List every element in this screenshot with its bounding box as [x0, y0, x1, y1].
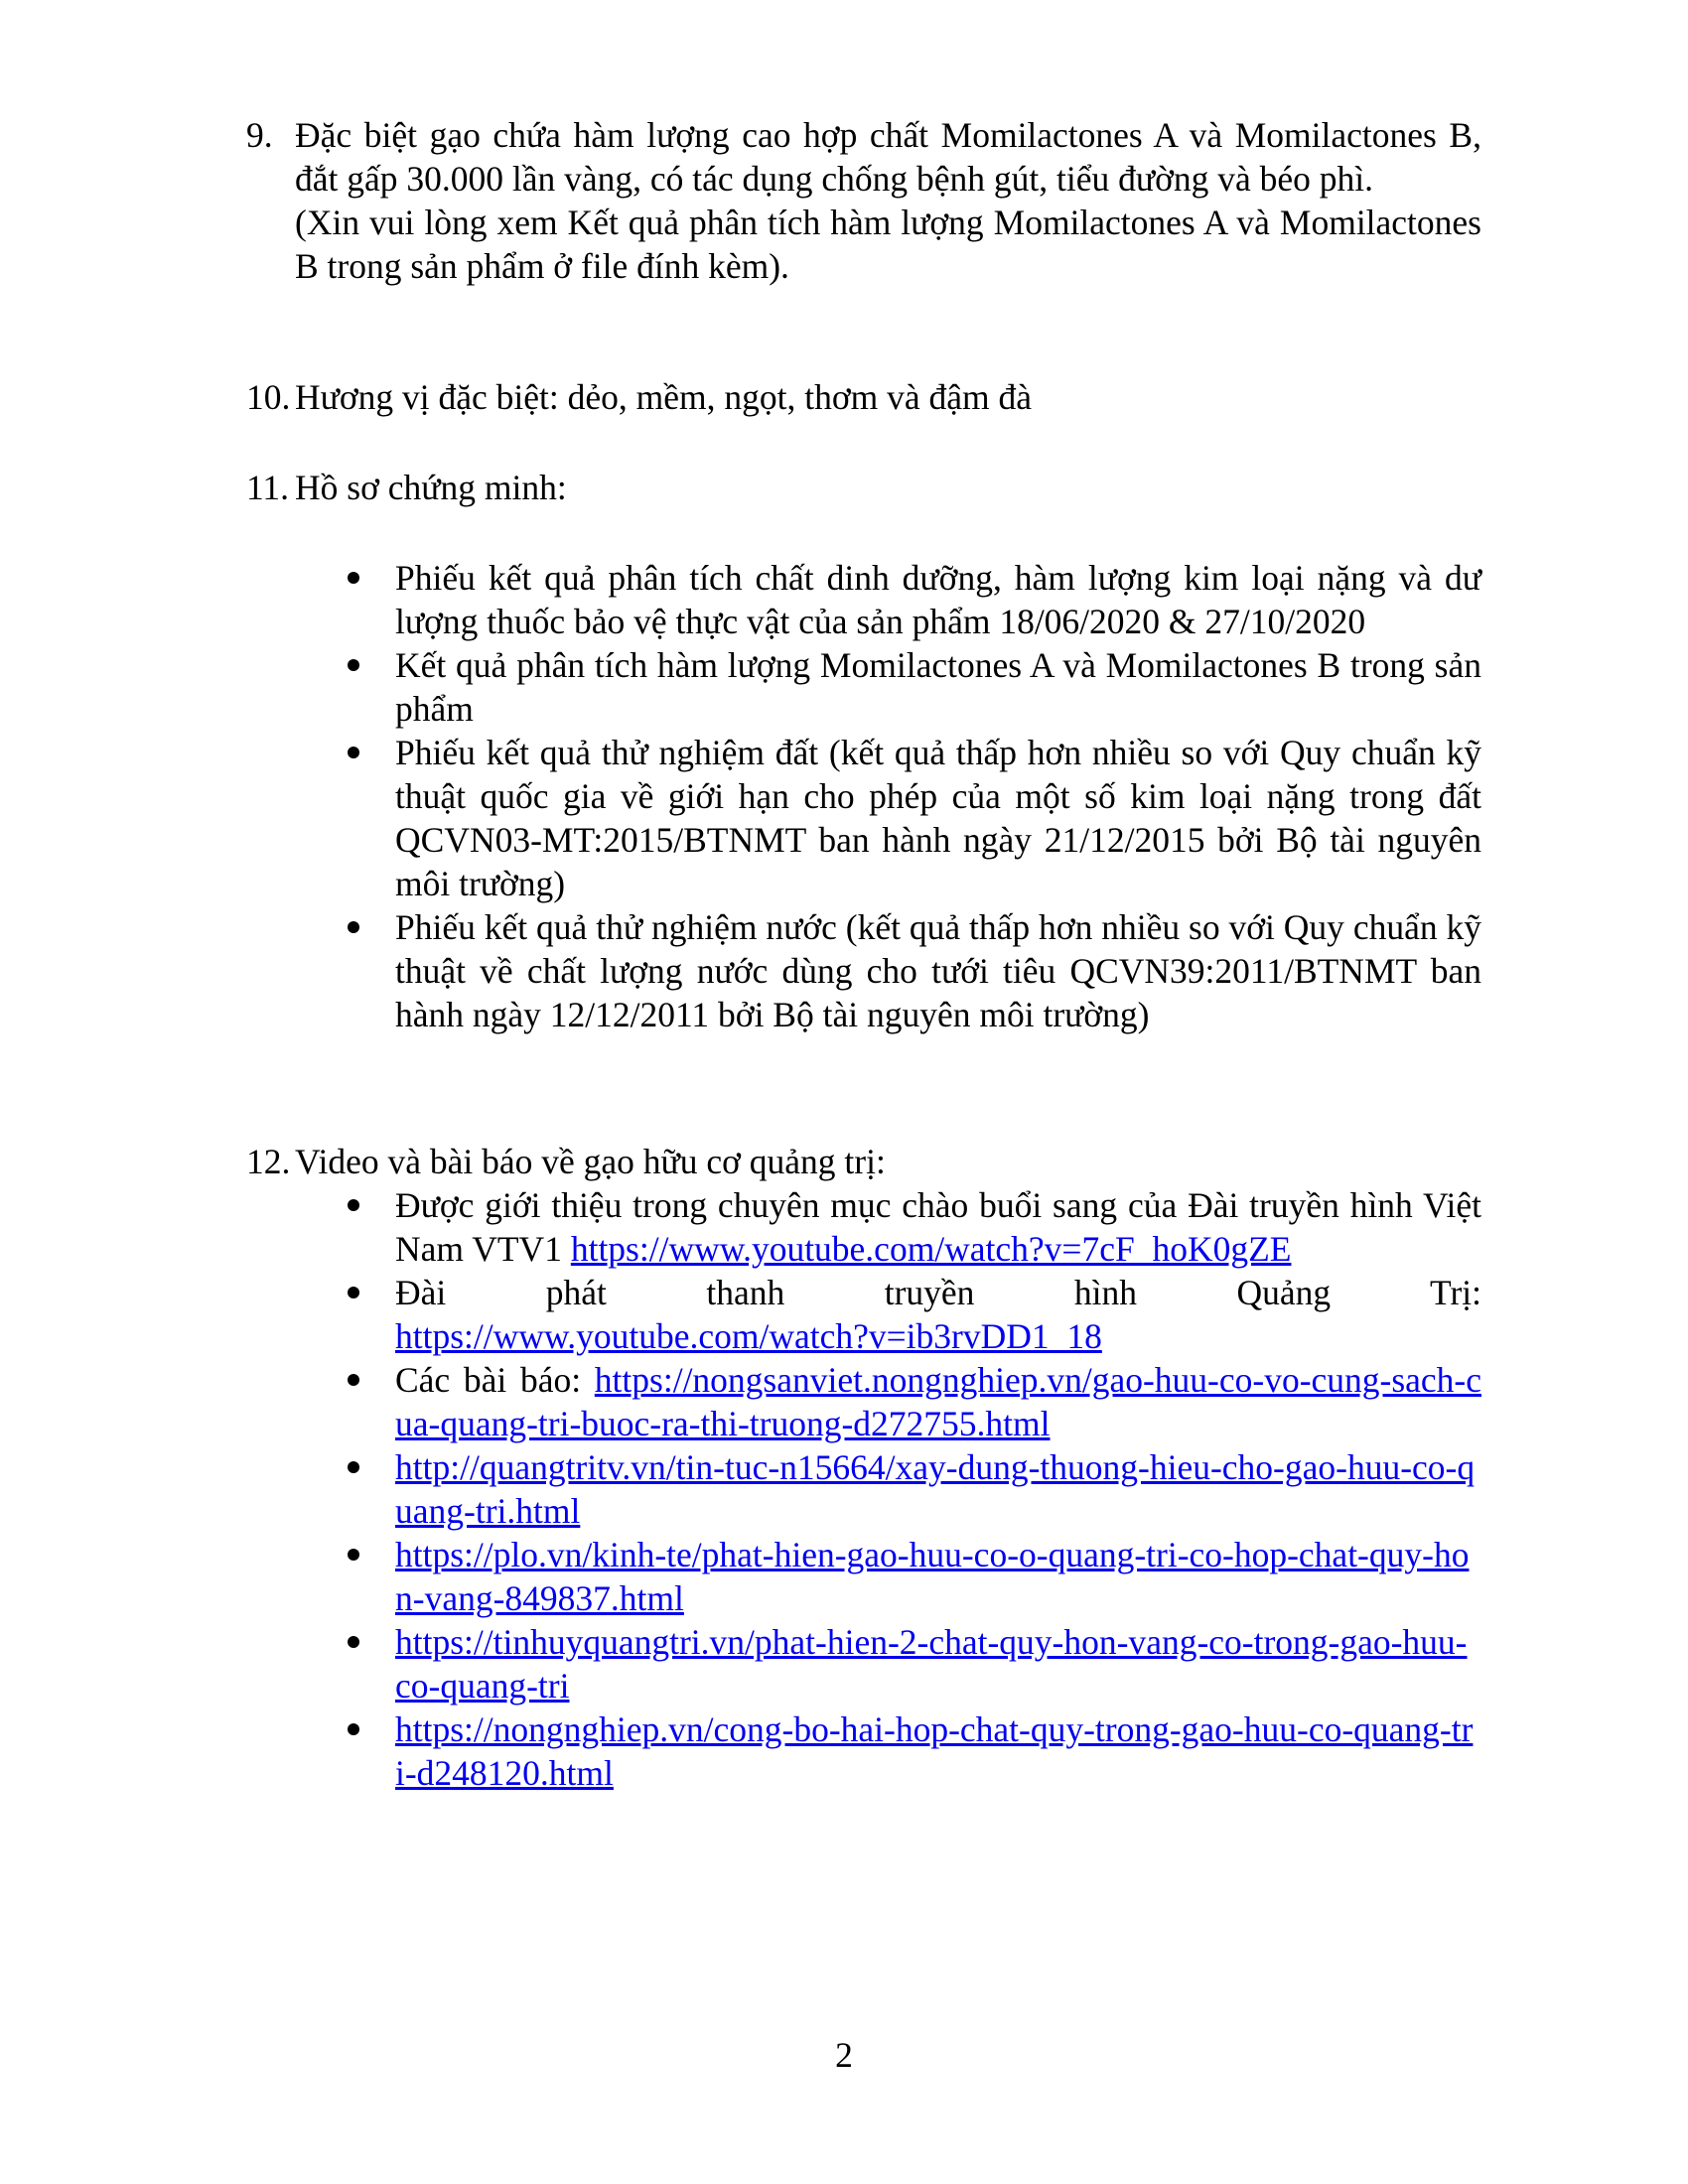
- bullet-icon: [348, 572, 359, 584]
- bullet-icon: [348, 1199, 359, 1211]
- list-item-12: [246, 1140, 1481, 1183]
- item-number: 12.: [246, 1142, 291, 1181]
- item-number: 11.: [246, 468, 290, 507]
- list-item: Phiếu kết quả thử nghiệm đất (kết quả thấp hơn nhiều so với Quy chuẩn kỹ thuật quốc gia về giới hạn cho phép của một số kim loại nặng trong đất QCVN03-MT:2015/BTNMT ban hành ngày 21/12/2015 bởi Bộ tài nguyên môi trường): [246, 731, 1481, 905]
- list-item: [246, 1533, 1481, 1620]
- item-text: Video và bài báo về gạo hữu cơ quảng trị:: [295, 1142, 886, 1181]
- quangtritv-article-link[interactable]: http://quangtritv.vn/tin-tuc-n15664/xay-dung-thuong-hieu-cho-gao-huu-co-quang-tri.html: [395, 1447, 1476, 1531]
- plo-article-link[interactable]: https://plo.vn/kinh-te/phat-hien-gao-huu-co-o-quang-tri-co-hop-chat-quy-hon-vang-849837.html: [395, 1535, 1470, 1618]
- list-item: Kết quả phân tích hàm lượng Momilactones A và Momilactones B trong sản phẩm: [246, 643, 1481, 731]
- list-item: [246, 1445, 1481, 1533]
- bullet-icon: [348, 747, 359, 758]
- evidence-list: [246, 556, 1481, 1036]
- list-item-9: [246, 113, 1481, 288]
- youtube-vtv1-link[interactable]: https://www.youtube.com/watch?v=7cF_hoK0gZE: [570, 1229, 1292, 1269]
- bullet-text: Các bài báo:: [395, 1360, 582, 1400]
- item-number: 10.: [246, 377, 291, 417]
- bullet-icon: [348, 1723, 359, 1735]
- list-item: [246, 1620, 1481, 1707]
- list-item: [246, 1271, 1481, 1358]
- nongnghiep-article-link[interactable]: https://nongnghiep.vn/cong-bo-hai-hop-chat-quy-trong-gao-huu-co-quang-tri-d248120.html: [395, 1709, 1474, 1793]
- youtube-quangtri-link[interactable]: https://www.youtube.com/watch?v=ib3rvDD1_18: [395, 1316, 1102, 1356]
- list-item: [246, 1707, 1481, 1795]
- list-item: [246, 1183, 1481, 1271]
- bullet-text: Đài phát thanh truyền hình Quảng Trị:: [395, 1273, 1481, 1312]
- bullet-text: Được giới thiệu trong chuyên mục chào buổi sang của Đài truyền hình Việt Nam VTV1: [395, 1185, 1481, 1269]
- item-text: Hồ sơ chứng minh:: [295, 468, 567, 507]
- item-text: Đặc biệt gạo chứa hàm lượng cao hợp chất Momilactones A và Momilactones B, đắt gấp 30.000 lần vàng, có tác dụng chống bệnh gút, tiểu đường và béo phì.: [295, 115, 1481, 199]
- bullet-icon: [348, 1549, 359, 1561]
- bullet-icon: [348, 1287, 359, 1298]
- bullet-icon: [348, 659, 359, 671]
- nongsanviet-article-link[interactable]: https://nongsanviet.nongnghiep.vn/gao-huu-co-vo-cung-sach-cua-quang-tri-buoc-ra-thi-truong-d272755.html: [395, 1360, 1481, 1443]
- item-note: (Xin vui lòng xem Kết quả phân tích hàm lượng Momilactones A và Momilactones B trong sản phẩm ở file đính kèm).: [295, 203, 1481, 286]
- list-item-10: [246, 375, 1481, 419]
- bullet-icon: [348, 921, 359, 933]
- item-body: [295, 113, 1481, 288]
- list-item-11: [246, 466, 1481, 509]
- item-body: [295, 375, 1481, 419]
- list-item: Phiếu kết quả phân tích chất dinh dưỡng, hàm lượng kim loại nặng và dư lượng thuốc bảo vệ thực vật của sản phẩm 18/06/2020 & 27/10/2020: [246, 556, 1481, 643]
- item-text: Hương vị đặc biệt: dẻo, mềm, ngọt, thơm và đậm đà: [295, 377, 1032, 417]
- bullet-icon: [348, 1636, 359, 1648]
- list-item: Phiếu kết quả thử nghiệm nước (kết quả thấp hơn nhiều so với Quy chuẩn kỹ thuật về chất lượng nước dùng cho tưới tiêu QCVN39:2011/BTNMT ban hành ngày 12/12/2011 bởi Bộ tài nguyên môi trường): [246, 905, 1481, 1036]
- tinhuyquangtri-article-link[interactable]: https://tinhuyquangtri.vn/phat-hien-2-chat-quy-hon-vang-co-trong-gao-huu-co-quang-tri: [395, 1622, 1468, 1706]
- page-number: 2: [835, 2035, 853, 2075]
- list-item: [246, 1358, 1481, 1445]
- media-list: [246, 1183, 1481, 1795]
- item-body: [295, 1140, 1481, 1183]
- bullet-icon: [348, 1374, 359, 1386]
- item-body: [295, 466, 1481, 509]
- bullet-icon: [348, 1461, 359, 1473]
- item-number: 9.: [246, 115, 273, 155]
